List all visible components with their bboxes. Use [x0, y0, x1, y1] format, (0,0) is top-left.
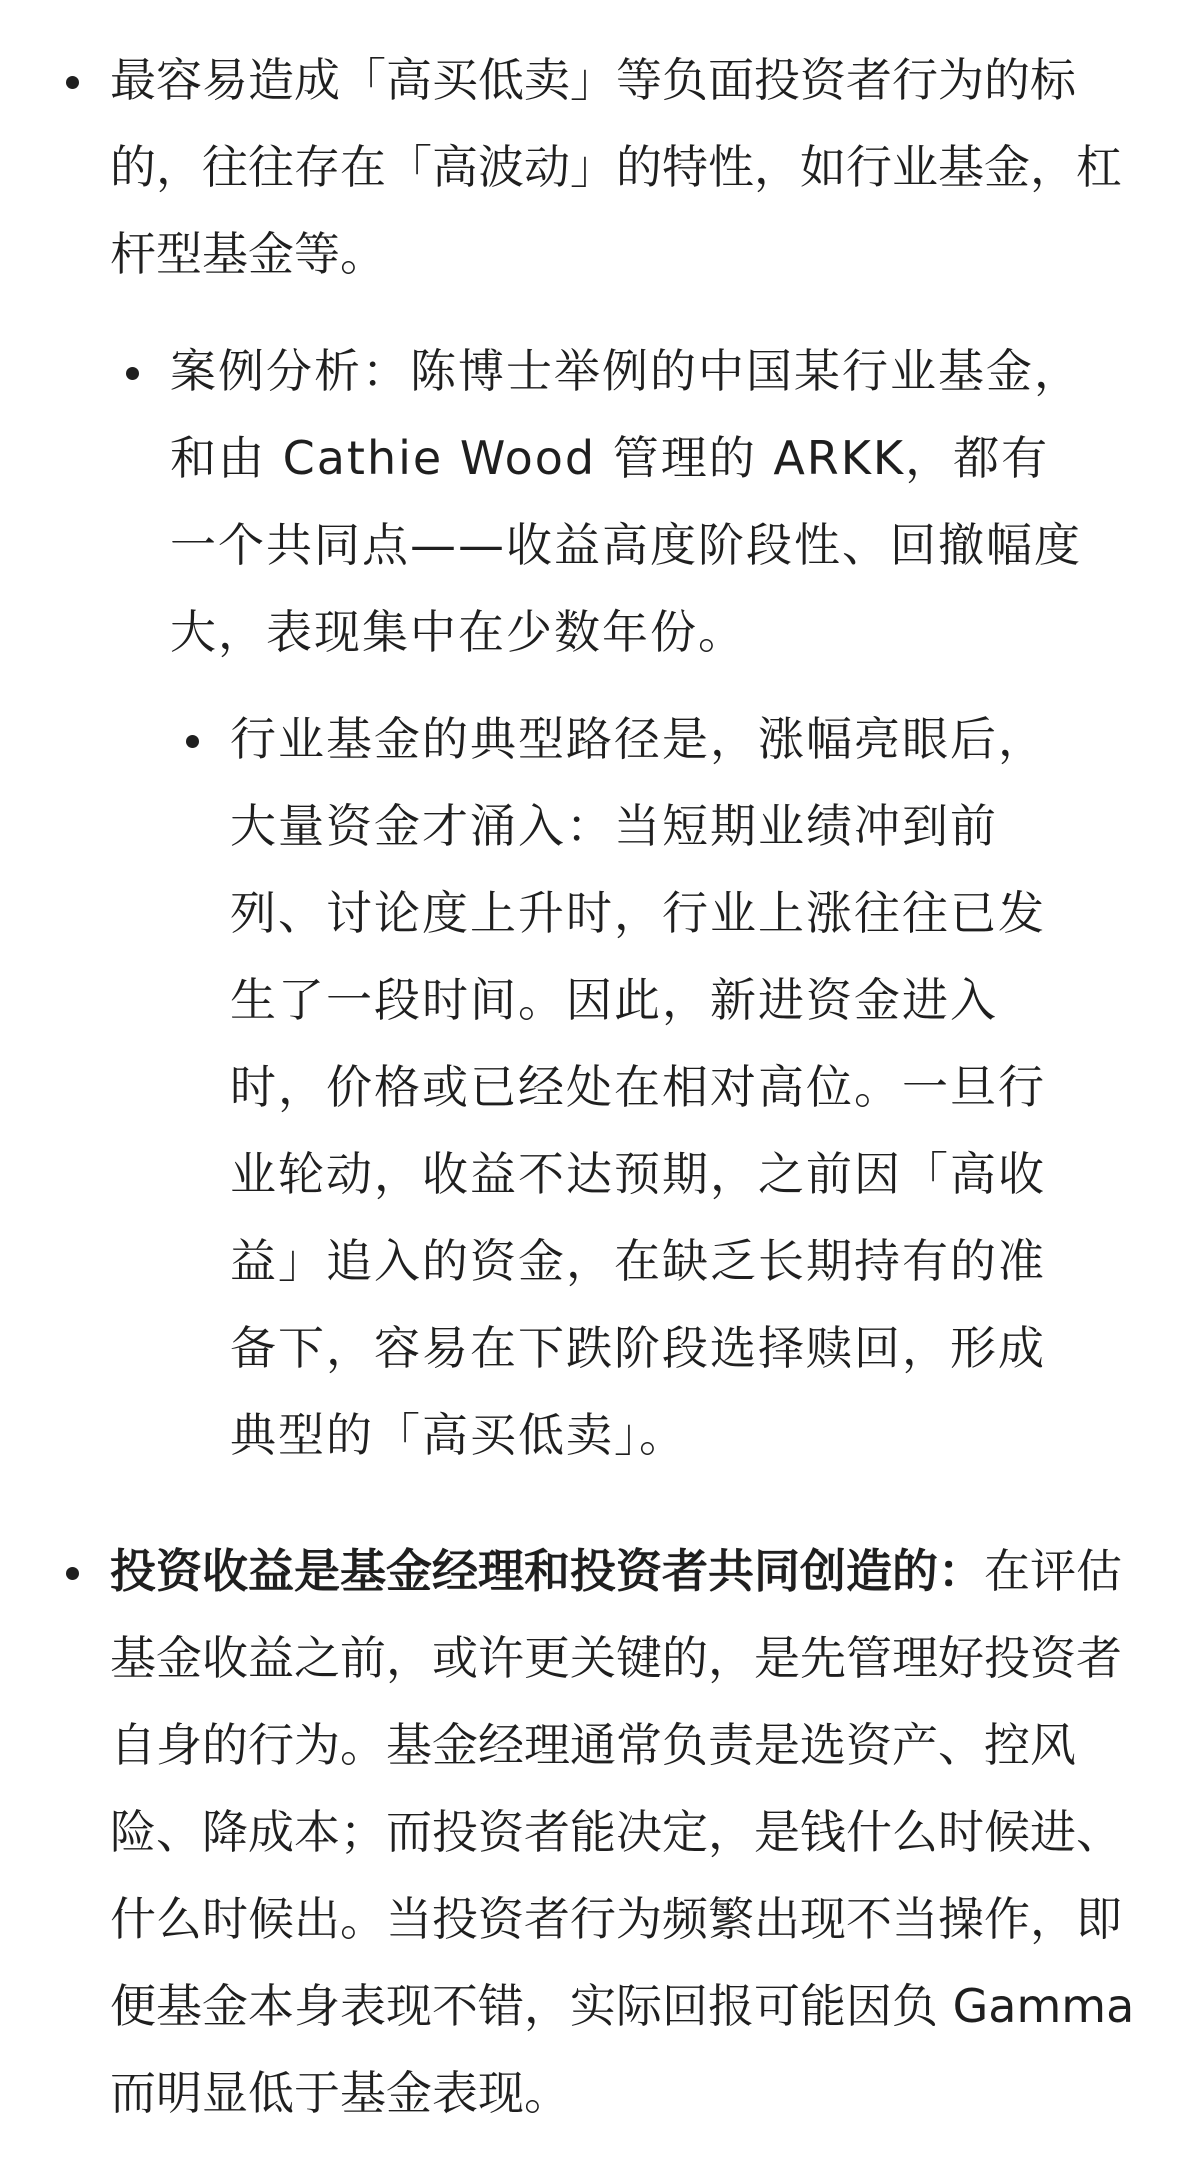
bullet-dot: [186, 735, 199, 748]
bullet-dot: [66, 76, 79, 89]
bullet-dot: [126, 367, 139, 380]
bullet-text: [230, 696, 1090, 1479]
bullet-text: [170, 328, 1090, 676]
bullet-text-body: 在评估基金收益之前，或许更关键的，是先管理好投资者自身的行为。基金经理通常负责是选资产、控风险、降成本；而投资者能决定，是钱什么时候进、什么时候出。当投资者行为频繁出现不当操作，即便基金本身表现不错，实际回报可能因负 Gamma 而明显低于基金表现。: [110, 1544, 1135, 2120]
bullet-dot: [66, 1567, 79, 1580]
bullet-text-body: 案例分析：陈博士举例的中国某行业基金，和由 Cathie Wood 管理的 ARKK，都有一个共同点——收益高度阶段性、回撤幅度大，表现集中在少数年份。: [170, 344, 1082, 659]
bullet-text: [110, 37, 1140, 298]
bullet-text-body: 行业基金的典型路径是，涨幅亮眼后，大量资金才涌入：当短期业绩冲到前列、讨论度上升时，行业上涨往往已发生了一段时间。因此，新进资金进入时，价格或已经处在相对高位。一旦行业轮动，收益不达预期，之前因「高收益」追入的资金，在缺乏长期持有的准备下，容易在下跌阶段选择赎回，形成典型的「高买低卖」。: [230, 712, 1046, 1462]
bullet-text-body: 最容易造成「高买低卖」等负面投资者行为的标的，往往存在「高波动」的特性，如行业基金，杠杆型基金等。: [110, 53, 1122, 281]
bullet-text-bold-lead: 投资收益是基金经理和投资者共同创造的：: [110, 1544, 984, 1598]
bullet-text: [110, 1528, 1140, 2137]
